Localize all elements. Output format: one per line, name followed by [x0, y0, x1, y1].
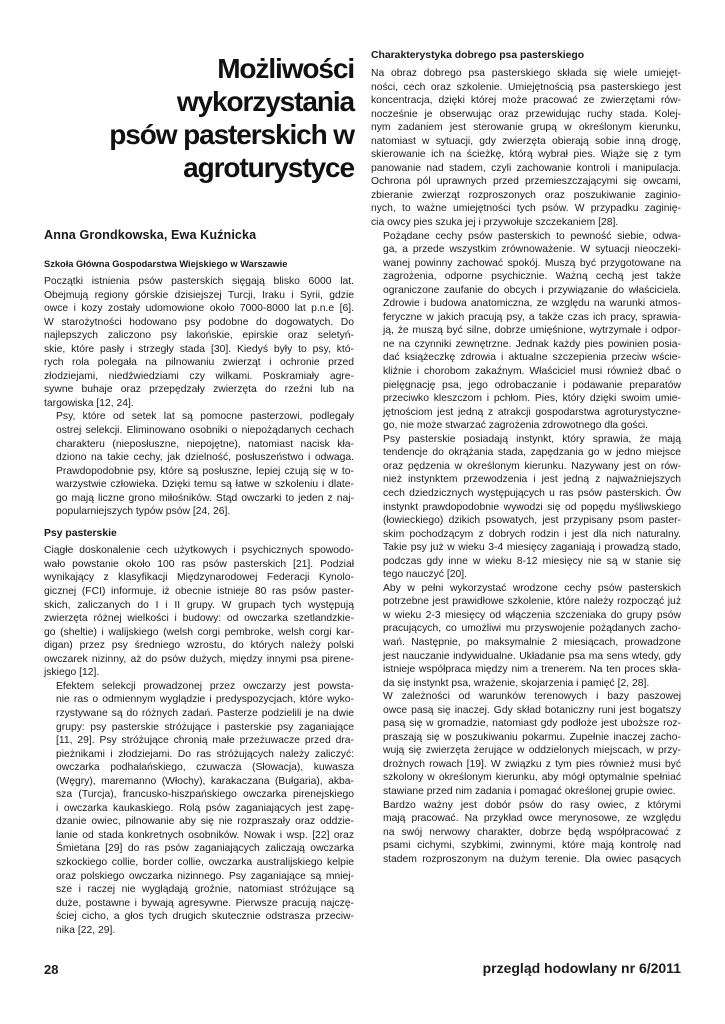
paragraph: [371, 230, 681, 433]
text-line: owce pasą się inaczej. Gdy skład botaniczny runi jest bogatszy: [383, 704, 681, 716]
text-line: warzystwie człowieka. Dzięki temu są łatwe w szkoleniu i dlate-: [56, 479, 354, 491]
text-line: skich, zaliczanych do I i II grupy. W grupach tych występują: [44, 599, 354, 611]
text-line: Efektem selekcji prowadzonej przez owczarzy jest powsta-: [56, 680, 354, 692]
text-line: go, nie może stwarzać zagrożenia zdrowotnego dla gości.: [383, 420, 649, 432]
text-line: instynkt prawdopodobnie wywodzi się od popędu myśliwskiego: [383, 501, 681, 513]
paragraph: [371, 799, 681, 867]
text-line: (łowieckiego) dzikich psowatych, jest przypisany psom paster-: [383, 515, 681, 527]
text-line: istnieje współpraca między nim a trenerem. Na ten proces skła-: [383, 664, 681, 676]
text-line: psami cichymi, szybkimi, zwinnymi, które mają kontrolę nad: [383, 840, 681, 852]
text-line: feryczne w jakich pracują psy, a także czas ich pracy, sprawia-: [383, 311, 681, 323]
paragraph: [44, 544, 354, 679]
text-line: Na obraz dobrego psa pasterskiego składa się wiele umiejęt-: [371, 68, 681, 79]
text-line: nika [22, 29].: [56, 924, 116, 936]
text-line: wało powstanie około 100 ras psów pasterskich [21]. Podział: [44, 558, 354, 570]
text-line: sze i raczej nie wyglądają groźnie, natomiast stróżujące są: [56, 884, 354, 896]
text-line: cia owcy pies szuka jej i przywołuje szczekaniem [28].: [371, 217, 619, 229]
text-line: ograniczone zaufanie do obcych i przywiązanie do właściciela.: [383, 284, 681, 296]
section-heading: Charakterystyka dobrego psa pasterskiego: [371, 50, 585, 61]
paragraph: [371, 433, 681, 582]
text-line: Zdrowie i budowa anatomiczna, ze względu na warunki atmos-: [383, 298, 681, 310]
text-line: jest nauczanie indywidualne. Układanie psa ma sens wtedy, gdy: [383, 650, 681, 662]
text-line: sywne buhaje oraz przepędzały zwierzęta do rzeźni lub na: [44, 384, 354, 396]
text-line: ściej cicho, a głos tych drugich skutecznie odstrasza przeciw-: [56, 911, 354, 923]
text-line: grupy: psy pasterskie stróżujące i pasterskie psy zaganiające: [56, 721, 354, 733]
text-line: tendencje do okrążania stada, zapędzania go w jedno miejsce: [383, 447, 681, 459]
text-line: oraz polskiego owczarka nizinnego. Psy zaganiające są mniej-: [56, 870, 354, 882]
text-line: panowanie nad stadem, czyli zachowanie kontroli i manipulacja.: [371, 162, 681, 174]
title-line: agroturystyce: [183, 152, 354, 183]
text-line: wują się zwierzęta żerujące w oddzielonych miejscach, w przy-: [383, 745, 681, 757]
text-line: nym zadaniem jest sterowanie grupą w określonym kierunku,: [371, 122, 681, 134]
left-body: [44, 275, 354, 937]
text-line: dziono na takie cechy, jak dzielność, posłuszeństwo i odwaga.: [56, 452, 354, 464]
text-line: popularniejszych typów psów [24, 26].: [56, 506, 231, 518]
text-line: targowiska [12, 24].: [44, 397, 134, 409]
text-line: W zależności od warunków terenowych i bazy paszowej: [383, 691, 681, 703]
text-line: najlepszych zaliczono psy lakońskie, epirskie oraz seletyń-: [44, 330, 354, 342]
text-line: mają pracować. Na przykład owce merynosowe, ze względu: [383, 813, 681, 825]
text-line: wanej powinny zachować spokój. Muszą być przygotowane na: [383, 257, 681, 269]
text-line: Psy, które od setek lat są pomocne pasterzowi, podlegały: [56, 411, 354, 423]
text-line: natomiast w sytuacji, gdy zwierzęta obierają sobie inną drogę,: [371, 135, 681, 147]
text-line: owce i kozy zostały udomowione około 7000-8000 lat p.n.e [6].: [44, 303, 354, 315]
paragraph: [44, 680, 354, 937]
text-line: Aby w pełni wykorzystać wrodzone cechy psów pasterskich: [383, 582, 681, 594]
text-line: i owczarka kaukaskiego. Rolą psów zaganiających jest zapę-: [56, 802, 354, 814]
text-line: nie ras o odmiennym wyglądzie i predyspozycjach, które wyko-: [56, 694, 354, 706]
section-heading: Psy pasterskie: [44, 527, 117, 539]
text-line: Takie psy już w wieku 3-4 miesięcy zaganiają i prowadzą stado,: [383, 542, 681, 554]
text-line: nych, to ważne umiejętności tych psów. W przypadku zaginię-: [371, 203, 681, 215]
text-line: digan) przez psy średniego wzrostu, do których należy polski: [44, 640, 354, 652]
text-line: lanie od stada konkretnych osobników. Nowak i wsp. [22] oraz: [56, 829, 354, 841]
text-line: zagrożenia, odporne psychicznie. Ważną cechą jest także: [383, 271, 681, 283]
text-line: nocześnie je obserwując oraz przewidując ruchy stada. Kolej-: [371, 108, 681, 120]
text-line: go (sheltie) i walijskiego (welsh corgi pembroke, welsh corgi kar-: [44, 626, 354, 638]
text-line: praszają się w poszukiwaniu pokarmu. Zupełnie inaczej zacho-: [383, 731, 681, 743]
text-line: Pożądane cechy psów pasterskich to pewność siebie, odwa-: [383, 230, 681, 242]
text-line: duże, postawne i bywają agresywne. Pierwsze pracują najczę-: [56, 897, 354, 909]
text-line: kliźnie i chorobom zakaźnym. Właściciel musi również dbać o: [383, 366, 681, 378]
left-column: [44, 50, 354, 937]
text-line: ności, cech oraz szkolenie. Umiejętnością psa pasterskiego jest: [371, 81, 681, 93]
text-line: Ciągłe doskonalenie cech użytkowych i psychicznych spowodo-: [44, 545, 354, 557]
text-line: sza (Turcja), francusko-hiszpańskiego owczarka pirenejskiego: [56, 789, 354, 801]
text-line: pieżnikami i złodziejami. Do ras stróżujących należy zaliczyć:: [56, 748, 354, 760]
text-line: przeciwko kleszczom i pchłom. Pies, który dzięki swoim umie-: [383, 393, 681, 405]
text-line: Ochrona pól uprawnych przed przemieszczającymi się owcami,: [371, 176, 681, 188]
text-line: ga, a przede wszystkim zrównoważenie. W sytuacji nieoczeki-: [383, 244, 681, 256]
page-number: 28: [44, 962, 59, 977]
text-line: jętnościom jest jedną z atrakcji gospodarstwa agroturystyczne-: [383, 406, 681, 418]
text-line: skie, które pasły i strzegły stada [30]. Kiedyś były to psy, któ-: [44, 343, 354, 355]
text-line: tego nauczyć [20].: [383, 569, 467, 581]
text-line: wań. Następnie, po maksymalnie 2 miesiącach, prowadzone: [383, 636, 681, 648]
text-line: (Węgry), maremanno (Włochy), karakaczana (Bułgaria), akba-: [56, 775, 354, 787]
authors: Anna Grondkowska, Ewa Kuźnicka: [44, 228, 257, 242]
text-line: rzystywane są do różnych zadań. Pasterze podzielili je na dwie: [56, 707, 354, 719]
text-line: szkockiego collie, border collie, owczarka australijskiego kelpie: [56, 856, 354, 868]
text-line: Początki istnienia psów pasterskich sięgają blisko 6000 lat.: [44, 276, 354, 287]
text-line: zwierzęta różnej wielkości i budowy: od owczarka szetlandzkie-: [44, 613, 354, 625]
title-line: psów pasterskich w: [109, 119, 354, 150]
text-line: stadem rozproszonym na dużym terenie. Dla owiec pasących: [383, 853, 681, 865]
right-column: [371, 50, 681, 866]
text-line: podczas gdy inne w wieku 8-12 miesięcy nie są w stanie się: [383, 555, 681, 567]
text-line: na swój nerwowy charakter, dobrze będą współpracować z: [383, 826, 681, 838]
paragraph: [44, 410, 354, 518]
text-line: da się instynkt psa, wrażenie, skojarzenia i pamięć [2, 28].: [383, 677, 650, 689]
text-line: owczarek nizinny, aż do psów dużych, między innymi psa pirene-: [44, 653, 354, 665]
text-line: dzanie owiec, pilnowanie aby się nie rozpraszały oraz oddzie-: [56, 816, 354, 828]
text-line: Obejmują regiony górskie dzisiejszej Turcji, Iraku i Syrii, gdzie: [44, 289, 354, 301]
text-line: ne na czynniki zewnętrzne. Jednak każdy pies powinien posia-: [383, 338, 681, 350]
text-line: dać książeczkę zdrowia i aktualne szczepienia przeciw wście-: [383, 352, 681, 364]
text-line: nież instynktem przewodzenia i jest jedną z najważniejszych: [383, 474, 681, 486]
text-line: pracujących, co umożliwi mu przyswojenie pożądanych zacho-: [383, 623, 681, 635]
text-line: ją, że muszą być silne, dobrze umięśnione, wytrzymałe i odpor-: [383, 325, 681, 337]
text-line: skierowanie ich na ścieżkę, którą wybrał pies. Wiąże się z tym: [371, 149, 681, 161]
text-line: cech dziedzicznych występujących u ras psów pasterskich. Ów: [383, 487, 681, 499]
article-title: [44, 52, 354, 184]
text-line: [11, 29]. Psy stróżujące chronią małe przeżuwacze przed dra-: [56, 735, 354, 747]
journal-name: przegląd hodowlany nr 6/2011: [482, 960, 681, 976]
text-line: charakteru (nieposłuszne, niepojętne), natomiast nacisk kła-: [56, 438, 354, 450]
text-line: Prawdopodobnie psy, które są posłuszne, lepiej czują się w to-: [56, 465, 354, 477]
text-line: rych rola polegała na pilnowaniu zwierząt i ochronie przed: [44, 357, 354, 369]
text-line: drożnych rowach [19]. W związku z tym pies również musi być: [383, 758, 681, 770]
text-line: gicznej (FCI) informuje, iż obecnie istnieje 80 ras psów paster-: [44, 586, 354, 598]
right-body: [371, 67, 681, 866]
text-line: zbieranie zwierząt rozproszonych oraz poszukiwanie zaginio-: [371, 189, 681, 201]
text-line: W starożytności hodowano psy podobne do dogowatych. Do: [44, 316, 354, 328]
text-line: ostrej selekcji. Eliminowano osobniki o niepożądanych cechach: [56, 425, 354, 437]
text-line: Śmietana [29] do ras psów zaganiających zaliczają owczarka: [56, 843, 354, 855]
title-line: Możliwości wykorzystania: [176, 53, 354, 117]
affiliation: Szkoła Główna Gospodarstwa Wiejskiego w Warszawie: [44, 259, 288, 269]
text-line: wynikający z klasyfikacji Międzynarodowej Federacji Kynolo-: [44, 572, 354, 584]
paragraph: [371, 67, 681, 230]
text-line: złodziejami, niedźwiedziami czy wilkami. Poskramiały agre-: [44, 370, 354, 382]
text-line: jskiego [12].: [44, 667, 100, 679]
text-line: w wieku 2-3 miesięcy od włączenia szczeniaka do grupy psów: [383, 609, 681, 621]
paragraph: [371, 582, 681, 690]
paragraph: [371, 690, 681, 798]
text-line: Psy pasterskie posiadają instynkt, który sprawia, że mają: [383, 433, 681, 445]
text-line: koncentracja, dzięki której może pracować ze zwierzętami rów-: [371, 95, 681, 107]
paragraph: [44, 275, 354, 410]
text-line: pielęgnację psa, jego odrobaczanie i podawanie preparatów: [383, 379, 681, 391]
text-line: stawiane przed nim zadania i pomagać określonej grupie owiec.: [383, 785, 676, 797]
text-line: Bardzo ważny jest dobór psów do rasy owiec, z którymi: [383, 799, 681, 811]
text-line: owczarka podhalańskiego, czuwacza (Słowacja), kuwasza: [56, 762, 354, 774]
text-line: oraz pędzenia w określonym kierunku. Nazywany jest on rów-: [383, 460, 681, 472]
text-line: potrzebne jest prawidłowe szkolenie, które należy rozpocząć już: [383, 596, 681, 608]
text-line: pasą się w gromadzie, natomiast gdy podłoże jest uboższe roz-: [383, 718, 681, 730]
text-line: szkolony w określonym kierunku, aby mógł optymalnie spełniać: [383, 772, 681, 784]
text-line: skim pochodzącym z dobrych rodzin i jest dla nich naturalny.: [383, 528, 681, 540]
text-line: go mają liczne grono miłośników. Stąd owczarki to jeden z naj-: [56, 492, 354, 504]
